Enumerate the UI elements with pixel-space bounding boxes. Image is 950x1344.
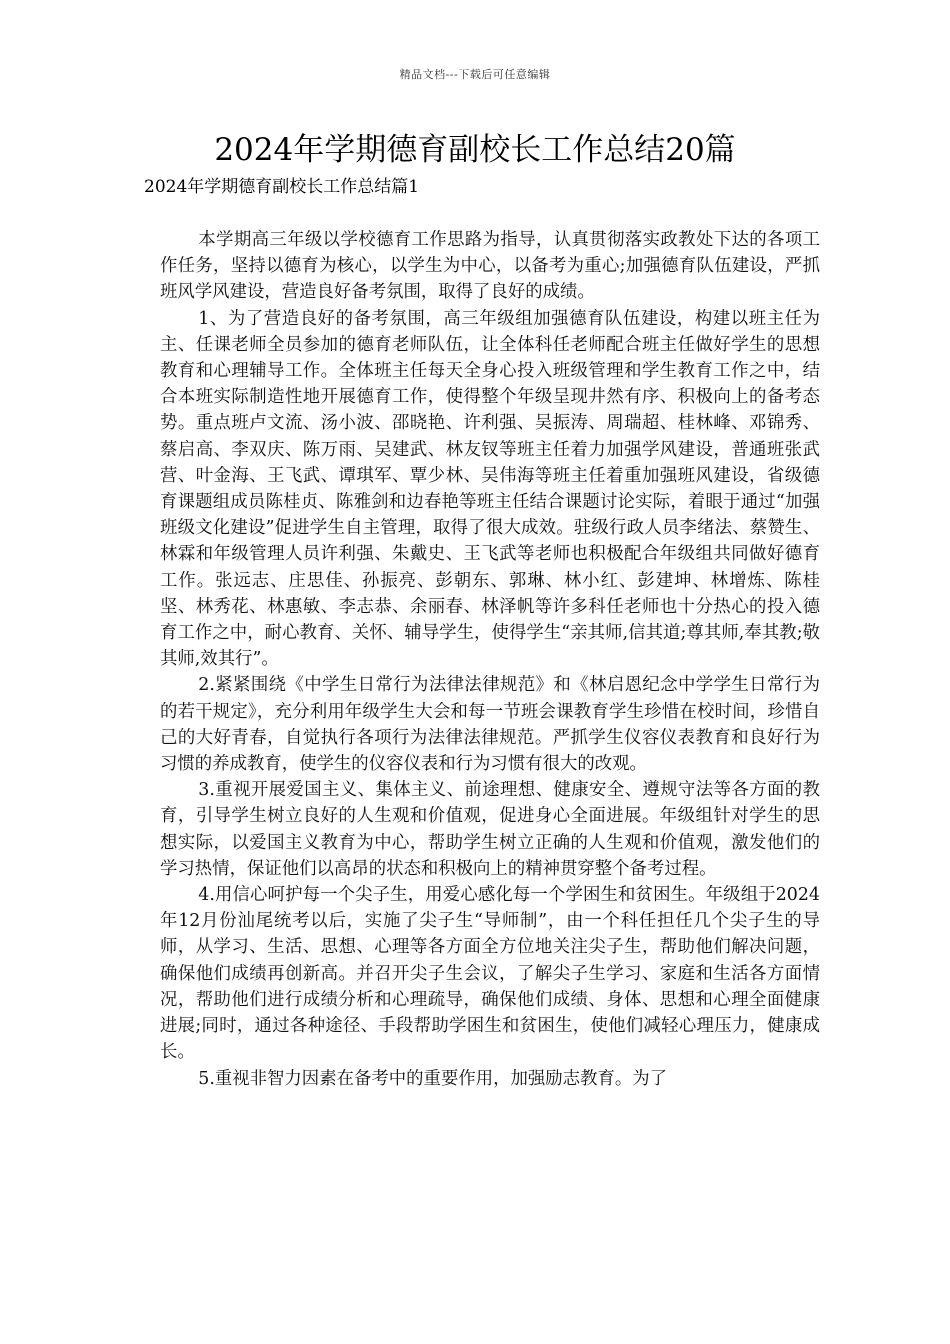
paragraph-5: 5.重视非智力因素在备考中的重要作用，加强励志教育。为了 [198, 1068, 668, 1089]
paragraph-4: 4.用信心呵护每一个尖子生，用爱心感化每一个学困生和贫困生。年级组于2024年12月份汕尾统考以后，实施了尖子生“导师制”，由一个科任担任几个尖子生的导师，从学习、生活、思想、心理等各方面全方位地关注尖子生，帮助他们解决问题，确保他们成绩再创新高。并召开尖子生会议，了解尖子生学习、家庭和生活各方面情况，帮助他们进行成绩分析和心理疏导，确保他们成绩、身体、思想和心理全面健康进展;同时，通过各种途径、手段帮助学困生和贫困生，使他们减轻心理压力，健康成长。 [160, 885, 820, 1063]
paragraph-1: 1、为了营造良好的备考氛围，高三年级组加强德育队伍建设，构建以班主任为主、任课老师全员参加的德育老师队伍，让全体科任老师配合班主任做好学生的思想教育和心理辅导工作。全体班主任每天全身心投入班级管理和学生教育工作之中，结合本班实际制造性地开展德育工作，使得整个年级呈现井然有序、积极向上的备考态势。重点班卢文流、汤小波、邵晓艳、许利强、吴振涛、周瑞超、桂林峰、邓锦秀、蔡启高、李双庆、陈万雨、吴建武、林友钗等班主任着力加强学风建设，普通班张武营、叶金海、王飞武、谭琪军、覃少林、吴伟海等班主任着重加强班风建设，省级德育课题组成员陈桂贞、陈雅剑和边春艳等班主任结合课题讨论实际，着眼于通过“加强班级文化建设”促进学生自主管理，取得了很大成效。驻级行政人员李绪法、蔡赞生、林霖和年级管理人员许利强、朱戴史、王飞武等老师也积极配合年级组共同做好德育工作。张远志、庄思佳、孙振亮、彭朝东、郭琳、林小红、彭建坤、林增炼、陈桂坚、林秀花、林惠敏、李志恭、余丽春、林泽帆等许多科任老师也十分热心的投入德育工作之中，耐心教育、关怀、辅导学生，使得学生“亲其师,信其道;尊其师,奉其教;敬其师,效其行”。 [160, 308, 820, 670]
header-note: 精品文档---下载后可任意编辑 [399, 68, 551, 81]
paragraph-2: 2.紧紧围绕《中学生日常行为法律法律规范》和《林启恩纪念中学学生日常行为的若干规定》，充分利用年级学生大会和每一节班会课教育学生珍惜在校时间，珍惜自己的大好青春，自觉执行各项行为法律法律规范。严抓学生仪容仪表教育和良好行为习惯的养成教育，使学生的仪容仪表和行为习惯有很大的改观。 [160, 675, 820, 775]
paragraph-3: 3.重视开展爱国主义、集体主义、前途理想、健康安全、遵规守法等各方面的教育，引导学生树立良好的人生观和价值观，促进身心全面进展。年级组针对学生的思想实际，以爱国主义教育为中心，帮助学生树立正确的人生观和价值观，激发他们的学习热情，保证他们以高昂的状态和积极向上的精神贯穿整个备考过程。 [160, 780, 820, 879]
document-body [160, 227, 820, 1092]
document-title: 2024年学期德育副校长工作总结20篇 [214, 132, 736, 168]
paragraph-intro: 本学期高三年级以学校德育工作思路为指导，认真贯彻落实政教处下达的各项工作任务，坚持以德育为核心，以学生为中心，以备考为重心;加强德育队伍建设，严抓班风学风建设，营造良好备考氛围，取得了良好的成绩。 [160, 230, 820, 303]
section-title: 2024年学期德育副校长工作总结篇1 [144, 177, 420, 197]
